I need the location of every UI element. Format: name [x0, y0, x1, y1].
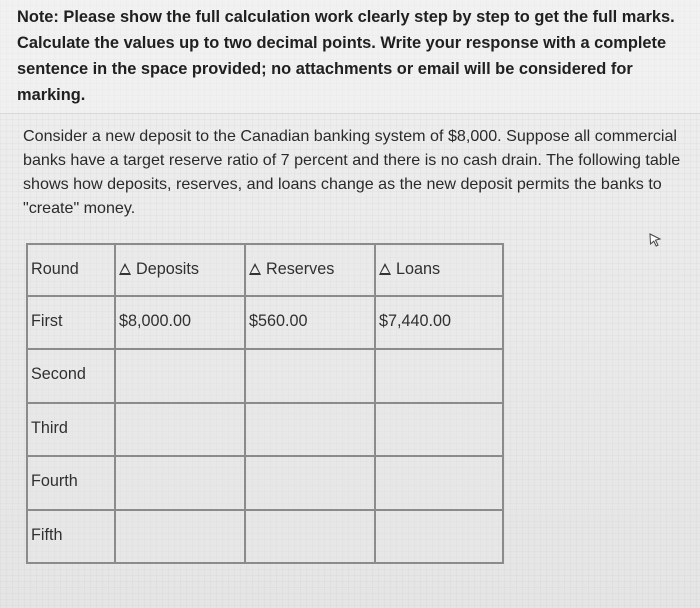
table-row-first — [27, 296, 503, 349]
reserves-cell[interactable]: $560.00 — [245, 296, 375, 349]
reserves-cell[interactable] — [245, 403, 375, 456]
table-row-fourth — [27, 456, 503, 509]
header-deposits — [115, 244, 245, 296]
mouse-pointer-icon — [648, 233, 662, 247]
round-cell: Third — [27, 403, 115, 456]
header-reserves-label: Reserves — [266, 260, 335, 278]
table-row-third — [27, 403, 503, 456]
table-row-fifth — [27, 510, 503, 563]
delta-icon — [379, 263, 391, 275]
header-loans — [375, 244, 503, 296]
round-cell: Fifth — [27, 510, 115, 563]
reserves-cell[interactable] — [245, 349, 375, 402]
table-row-second — [27, 349, 503, 402]
question-text: Consider a new deposit to the Canadian banking system of $8,000. Suppose all commercial banks have a target reserve ratio of 7 percent and there is no cash drain. The following table shows how deposits, reserves, and loans change as the new deposit permits the banks to "create" money. — [23, 127, 681, 217]
loans-cell[interactable] — [375, 349, 503, 402]
loans-cell[interactable] — [375, 403, 503, 456]
header-round — [27, 244, 115, 296]
marking-note: Note: Please show the full calculation work clearly step by step to get the full marks. Calculate the values up to two decimal points. Write your response with a complete sentence in the space provided; no attachments or email will be considered for marking. — [0, 0, 700, 114]
header-loans-label: Loans — [396, 260, 441, 278]
money-creation-grid — [26, 243, 504, 564]
deposits-cell[interactable] — [115, 349, 245, 402]
deposits-cell[interactable]: $8,000.00 — [115, 296, 245, 349]
loans-cell[interactable] — [375, 510, 503, 563]
deposits-cell[interactable] — [115, 456, 245, 509]
delta-icon — [119, 263, 131, 275]
table-header-row — [27, 244, 503, 296]
loans-cell[interactable] — [375, 456, 503, 509]
round-cell: Fourth — [27, 456, 115, 509]
round-cell: First — [27, 296, 115, 349]
delta-icon — [249, 263, 261, 275]
deposits-cell[interactable] — [115, 510, 245, 563]
header-round-label: Round — [31, 260, 79, 278]
round-cell: Second — [27, 349, 115, 402]
reserves-cell[interactable] — [245, 456, 375, 509]
deposits-cell[interactable] — [115, 403, 245, 456]
header-deposits-label: Deposits — [136, 260, 199, 278]
reserves-cell[interactable] — [245, 510, 375, 563]
money-creation-table — [26, 243, 502, 564]
header-reserves — [245, 244, 375, 296]
loans-cell[interactable]: $7,440.00 — [375, 296, 503, 349]
